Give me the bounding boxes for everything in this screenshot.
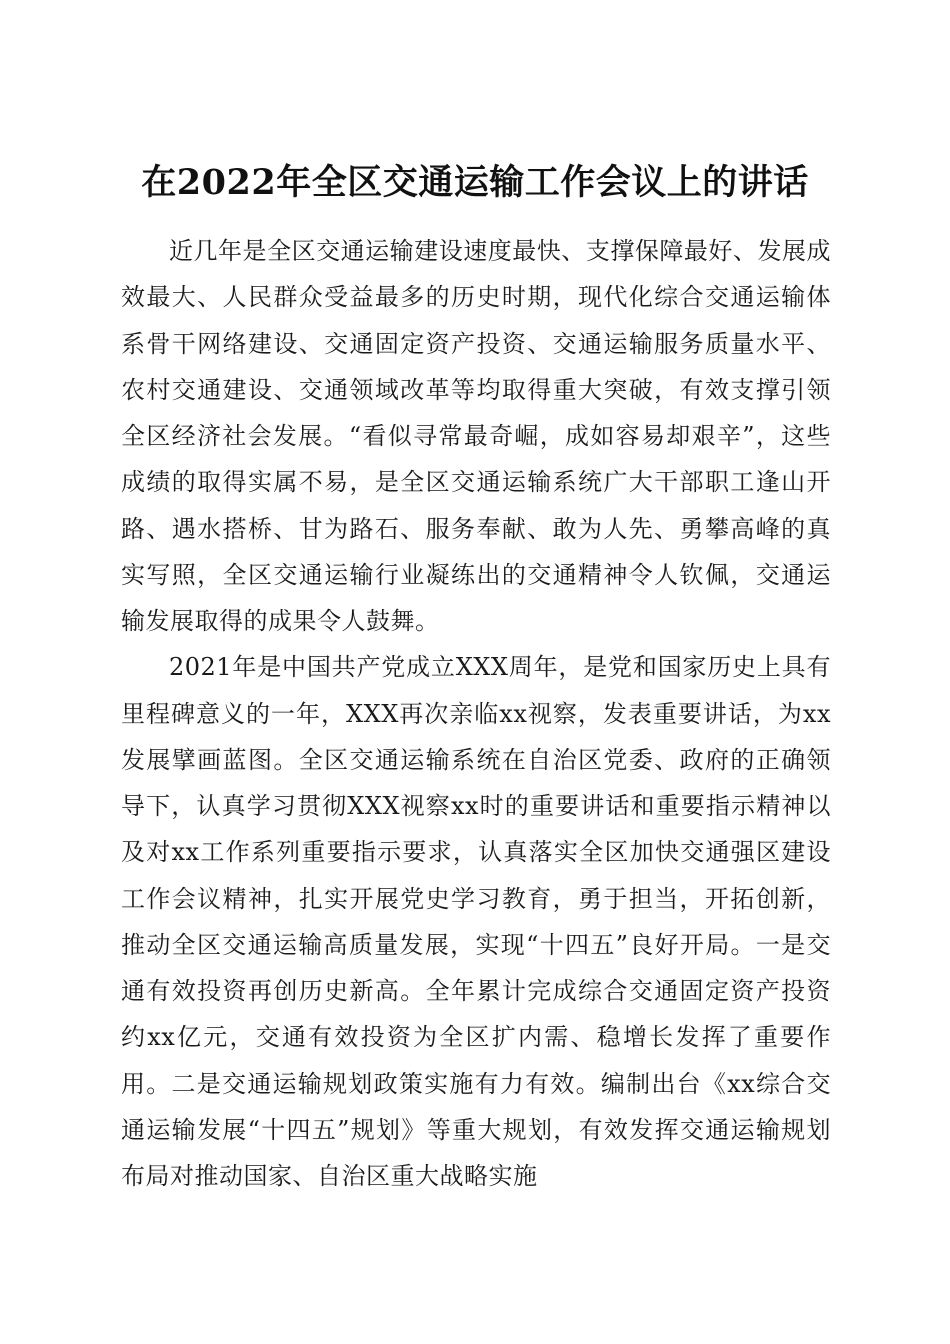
document-body — [121, 228, 831, 1199]
paragraph-2: 2021年是中国共产党成立XXX周年，是党和国家历史上具有里程碑意义的一年，XXX再次亲临xx视察，发表重要讲话，为xx发展擘画蓝图。全区交通运输系统在自治区党委、政府的正确领导下，认真学习贯彻XXX视察xx时的重要讲话和重要指示精神以及对xx工作系列重要指示要求，认真落实全区加快交通强区建设工作会议精神，扎实开展党史学习教育，勇于担当，开拓创新，推动全区交通运输高质量发展，实现“十四五”良好开局。一是交通有效投资再创历史新高。全年累计完成综合交通固定资产投资约xx亿元，交通有效投资为全区扩内需、稳增长发挥了重要作用。二是交通运输规划政策实施有力有效。编制出台《xx综合交通运输发展“十四五”规划》等重大规划，有效发挥交通运输规划布局对推动国家、自治区重大战略实施 — [121, 653, 831, 1190]
document-title: 在2022年全区交通运输工作会议上的讲话 — [141, 162, 809, 204]
paragraph-1: 近几年是全区交通运输建设速度最快、支撑保障最好、发展成效最大、人民群众受益最多的历史时期，现代化综合交通运输体系骨干网络建设、交通固定资产投资、交通运输服务质量水平、农村交通建设、交通领域改革等均取得重大突破，有效支撑引领全区经济社会发展。“看似寻常最奇崛，成如容易却艰辛”，这些成绩的取得实属不易，是全区交通运输系统广大干部职工逢山开路、遇水搭桥、甘为路石、服务奉献、敢为人先、勇攀高峰的真实写照，全区交通运输行业凝练出的交通精神令人钦佩，交通运输发展取得的成果令人鼓舞。 — [121, 237, 831, 635]
